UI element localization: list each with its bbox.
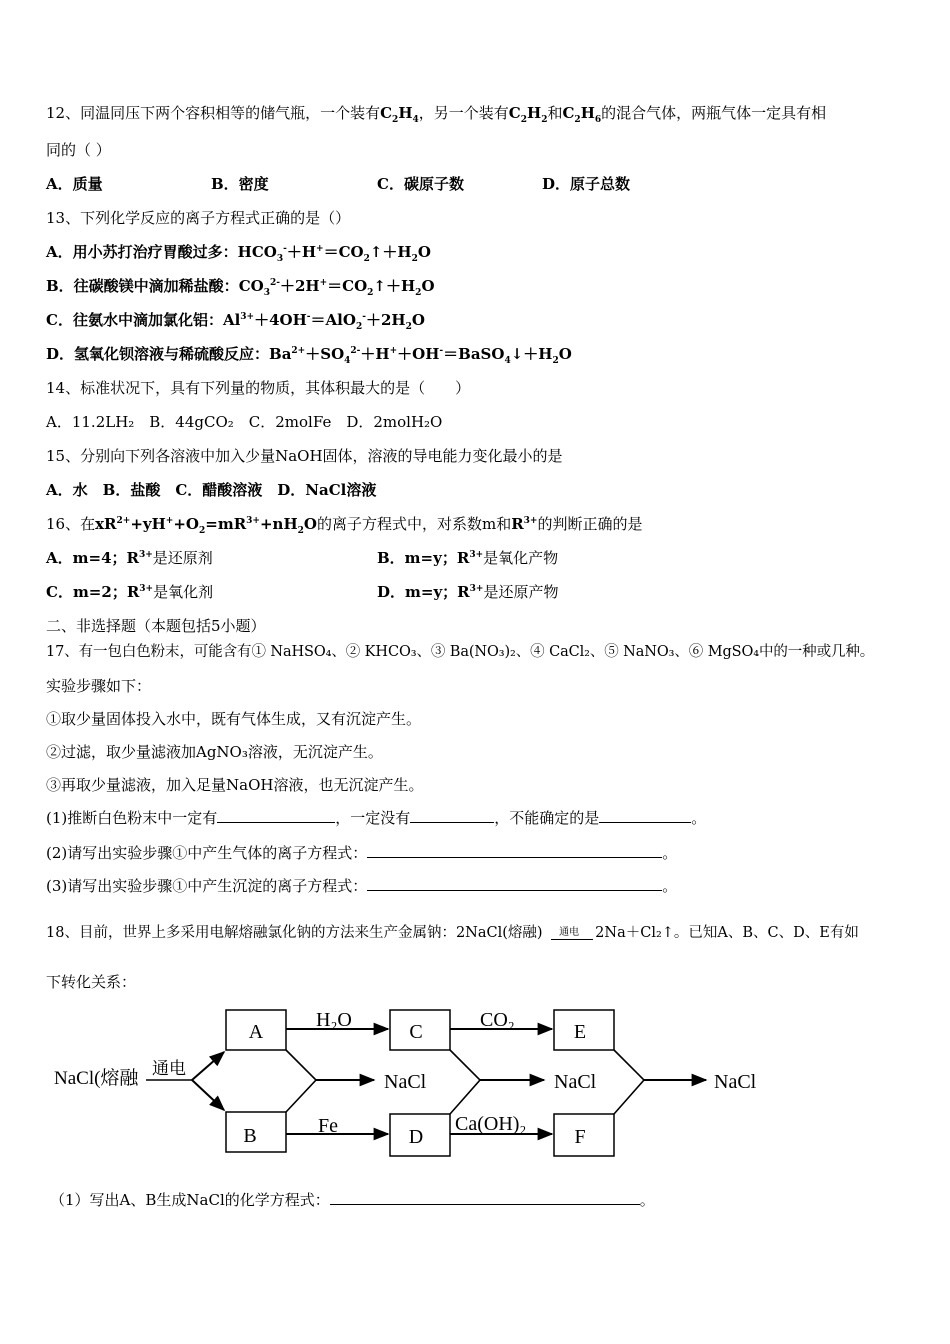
q16-option-c[interactable]: C．m=2；$R^{3+}$是氧化剂 (46, 583, 214, 601)
reagent-h2o: H₂O (316, 1009, 352, 1031)
product-nacl-2: NaCl (554, 1071, 597, 1093)
q13-equation-b: $CO_3^{2-}+2H^+=CO_2↑+H_2O$ (238, 277, 435, 298)
reagent-caoh2: Ca(OH)₂ (455, 1113, 527, 1135)
q12-stem-line1: 12、同温同压下两个容积相等的储气瓶，一个装有$C_2H_4$，另一个装有$C_2H_2$和$C_2H_6$的混合气体，两瓶气体一定具有相 (46, 104, 827, 125)
electrolysis-label: 通电 (152, 1059, 186, 1078)
box-a-label: A (248, 1021, 264, 1043)
q12-stem-line2: 同的（ ） (46, 141, 111, 159)
q13-equation-c: $Al^{3+}+4OH^-=AlO_2^-+2H_2O$ (222, 311, 425, 332)
start-label: NaCl(熔融 (54, 1068, 139, 1089)
box-e-label: E (573, 1021, 587, 1043)
arrow-to-b (192, 1080, 224, 1110)
formula-c2h2: $C_2H_2$ (508, 104, 548, 125)
q13-option-c[interactable]: C．往氨水中滴加氯化铝：$Al^{3+}+4OH^-=AlO_2^-+2H_2O$ (46, 311, 425, 332)
q17-steps-label: 实验步骤如下： (46, 677, 152, 695)
q15-options[interactable]: A．水 B．盐酸 C．醋酸溶液 D．NaCl溶液 (46, 481, 377, 499)
product-nacl-1: NaCl (384, 1071, 427, 1093)
q16-option-a[interactable]: A．m=4；$R^{3+}$是还原剂 (46, 549, 213, 567)
q14-options[interactable]: A．11.2LH₂ B．44gCO₂ C．2molFe D．2molH₂O (46, 413, 443, 431)
formula-c2h4: $C_2H_4$ (380, 104, 419, 125)
q17-stem: 17、有一包白色粉末，可能含有① NaHSO₄、② KHCO₃、③ Ba(NO₃)₂、④ CaCl₂、⑤ NaNO₃、⑥ MgSO₄中的一种或几种。 (46, 644, 875, 660)
q16-option-d[interactable]: D．m=y；$R^{3+}$是还原产物 (377, 583, 559, 601)
q12-option-d[interactable]: D．原子总数 (542, 175, 631, 193)
ion-r3plus: $R^{3+}$ (511, 515, 538, 533)
q17-step-3: ③再取少量滤液，加入足量NaOH溶液，也无沉淀产生。 (46, 776, 424, 794)
arrow-to-a (192, 1052, 224, 1080)
reagent-co2: CO₂ (480, 1009, 515, 1031)
answer-blank[interactable] (410, 808, 494, 823)
q16-equation: $xR^{2+}+yH^++O_2=mR^{3+}+nH_2O$ (95, 515, 317, 536)
box-c-label: C (409, 1021, 423, 1043)
box-d-label: D (408, 1126, 424, 1148)
answer-blank[interactable] (217, 808, 335, 823)
q17-step-2: ②过滤，取少量滤液加AgNO₃溶液，无沉淀产生。 (46, 743, 383, 761)
q16-option-b[interactable]: B．m=y；$R^{3+}$是氧化产物 (377, 549, 559, 567)
q15-stem: 15、分别向下列各溶液中加入少量NaOH固体，溶液的导电能力变化最小的是 (46, 447, 563, 465)
q17-part-1: (1)推断白色粉末中一定有 ，一定没有 ，不能确定的是 。 (46, 809, 707, 827)
q17-step-1: ①取少量固体投入水中，既有气体生成，又有沉淀产生。 (46, 710, 422, 728)
box-b-label: B (243, 1125, 257, 1147)
reagent-fe: Fe (318, 1115, 338, 1137)
q18-part-1: （1）写出A、B生成NaCl的化学方程式： 。 (50, 1191, 655, 1209)
formula-c2h6: $C_2H_6$ (562, 104, 602, 125)
q13-equation-d: $Ba^{2+}+SO_4^{2-}+H^++OH^-=BaSO_4↓+H_2O$ (269, 345, 572, 366)
section-heading: 二、非选择题（本题包括5小题） (46, 617, 266, 635)
box-f-label: F (574, 1126, 586, 1148)
q13-option-a[interactable]: A．用小苏打治疗胃酸过多：$HCO_3^-+H^+=CO_2↑+H_2O$ (46, 243, 431, 264)
conversion-diagram (0, 1000, 950, 1200)
q18-stem-line2: 下转化关系： (46, 973, 137, 991)
q12-option-c[interactable]: C．碳原子数 (377, 175, 464, 193)
q14-stem: 14、标准状况下，具有下列量的物质，其体积最大的是（ ） (46, 379, 471, 397)
q13-option-d[interactable]: D．氢氧化钡溶液与稀硫酸反应：$Ba^{2+}+SO_4^{2-}+H^++OH^-=BaSO_4↓+H_2O$ (46, 345, 572, 366)
q13-stem: 13、下列化学反应的离子方程式正确的是（） (46, 209, 351, 227)
q17-part-3: (3)请写出实验步骤①中产生沉淀的离子方程式： 。 (46, 877, 678, 895)
q18-stem-line1: 18、目前，世界上多采用电解熔融氯化钠的方法来生产金属钠：2NaCl(熔融) 通电 2Na＋Cl₂↑。已知A、B、C、D、E有如 (46, 925, 859, 941)
q16-stem: 16、在$xR^{2+}+yH^++O_2=mR^{3+}+nH_2O$的离子方程式中，对系数m和$R^{3+}$的判断正确的是 (46, 515, 643, 536)
answer-blank[interactable] (367, 876, 662, 891)
answer-blank[interactable] (599, 808, 691, 823)
q13-option-b[interactable]: B．往碳酸镁中滴加稀盐酸：$CO_3^{2-}+2H^+=CO_2↑+H_2O$ (46, 277, 435, 298)
answer-blank[interactable] (367, 843, 662, 858)
q12-option-b[interactable]: B．密度 (211, 175, 269, 193)
product-nacl-3: NaCl (714, 1071, 757, 1093)
q12-option-a[interactable]: A．质量 (46, 175, 103, 193)
q13-equation-a: $HCO_3^-+H^+=CO_2↑+H_2O$ (237, 243, 431, 264)
q17-part-2: (2)请写出实验步骤①中产生气体的离子方程式： 。 (46, 844, 678, 862)
answer-blank[interactable] (330, 1190, 640, 1205)
